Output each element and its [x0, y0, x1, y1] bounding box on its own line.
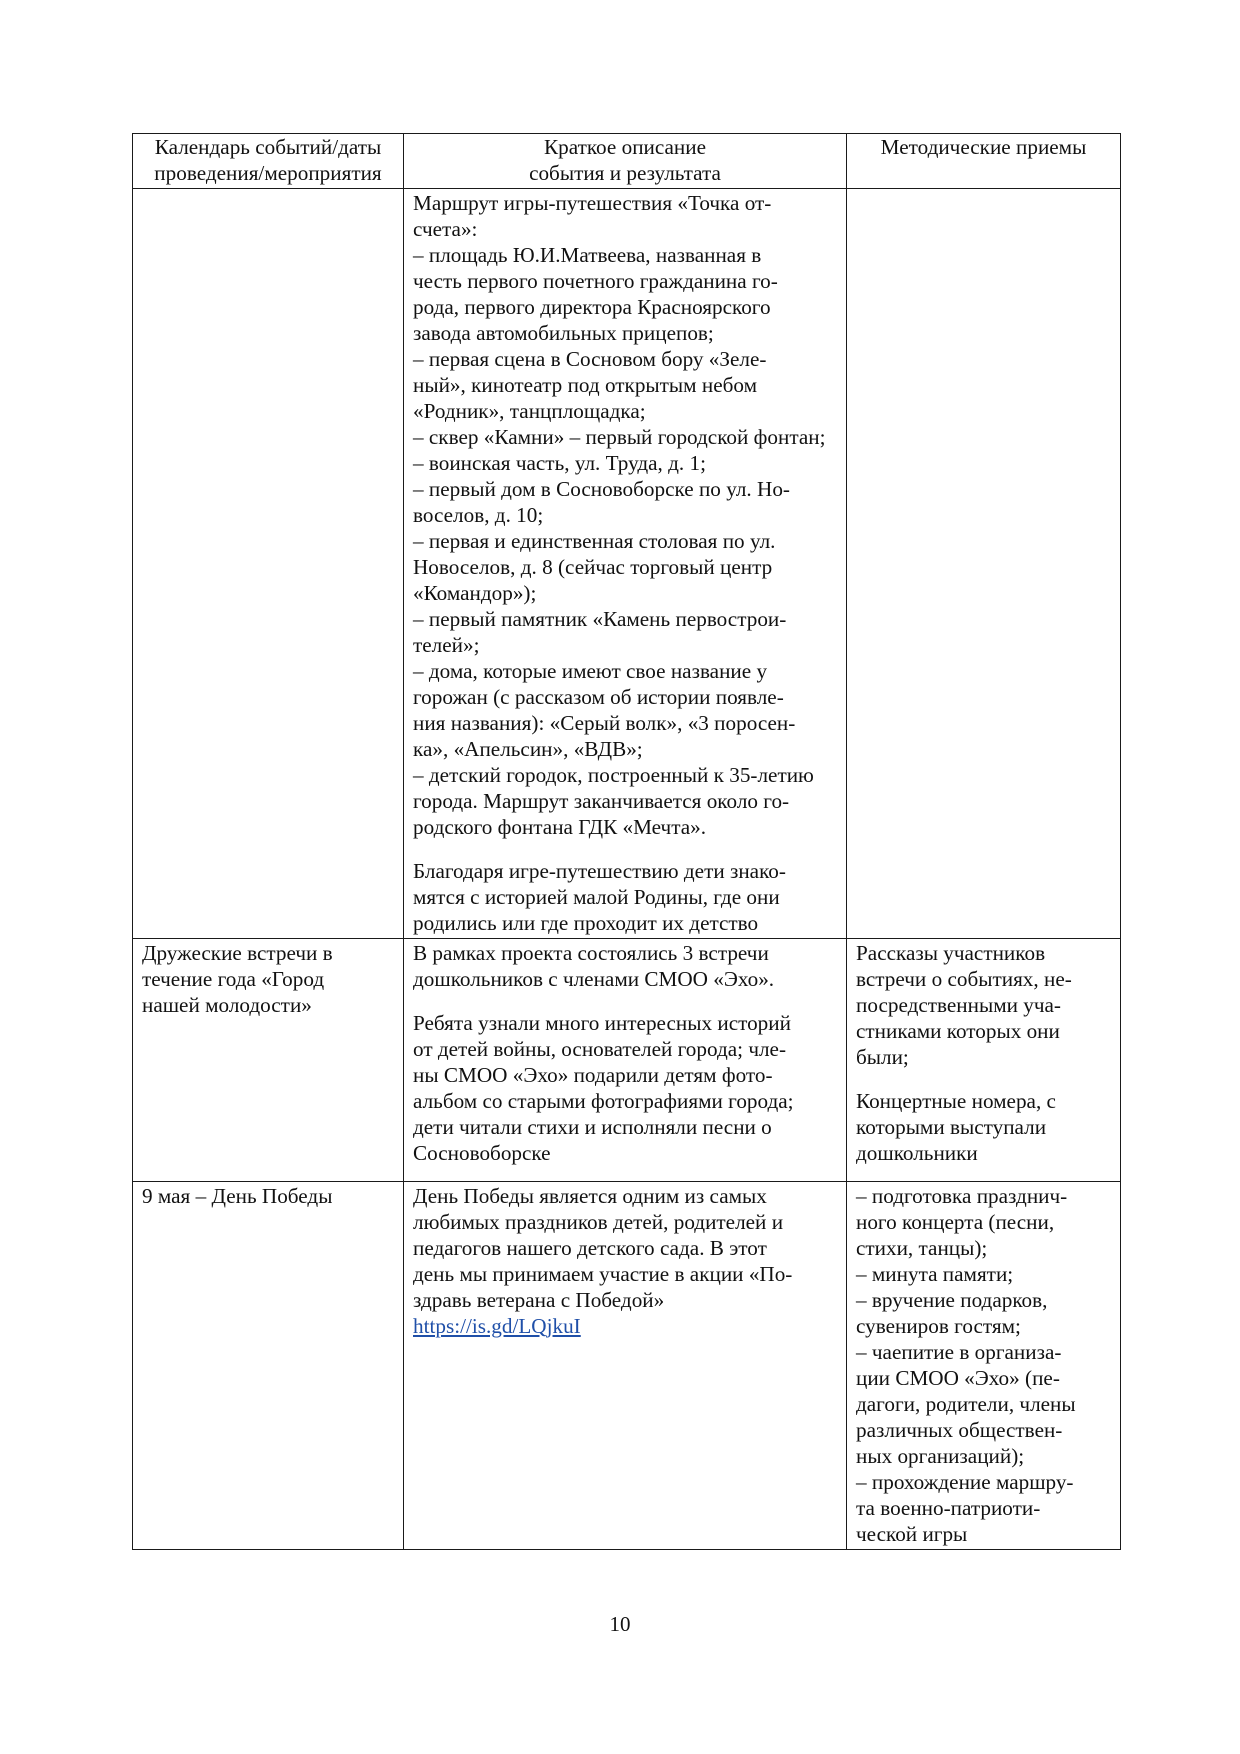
- text-line: Новоселов, д. 8 (сейчас торговый центр: [413, 555, 773, 579]
- header-text-line: Методические приемы: [880, 135, 1087, 159]
- cell-event: [133, 939, 404, 1182]
- text-line: Маршрут игры-путешествия «Точка от-: [413, 191, 772, 215]
- text-line: ного концерта (песни,: [856, 1210, 1055, 1234]
- text-line: которыми выступали: [856, 1115, 1047, 1139]
- text-line: от детей войны, основателей города; чле-: [413, 1037, 787, 1061]
- cell-methods: [847, 939, 1121, 1182]
- text-line: ных организаций);: [856, 1444, 1025, 1468]
- text-line: ческой игры: [856, 1522, 968, 1546]
- cell-paragraph: [413, 190, 837, 840]
- text-line: – подготовка празднич-: [856, 1184, 1068, 1208]
- text-line: Сосновоборске: [413, 1141, 551, 1165]
- text-line: – прохождение маршру-: [856, 1470, 1074, 1494]
- text-line: рода, первого директора Красноярского: [413, 295, 771, 319]
- table-row: [133, 939, 1121, 1182]
- text-line: счета»:: [413, 217, 478, 241]
- text-line: телей»;: [413, 633, 480, 657]
- text-line: день мы принимаем участие в акции «По-: [413, 1262, 793, 1286]
- text-line: Ребята узнали много интересных историй: [413, 1011, 791, 1035]
- cell-event: [133, 1182, 404, 1550]
- text-line: 9 мая – День Победы: [142, 1184, 333, 1208]
- text-line: мятся с историей малой Родины, где они: [413, 885, 780, 909]
- cell-description: [404, 1182, 847, 1550]
- cell-methods: [847, 1182, 1121, 1550]
- page-number: 10: [609, 1612, 631, 1636]
- text-line: Благодаря игре-путешествию дети знако-: [413, 859, 786, 883]
- text-line: стихи, танцы);: [856, 1236, 988, 1260]
- text-line: альбом со старыми фотографиями города;: [413, 1089, 794, 1113]
- text-line: нашей молодости»: [142, 993, 312, 1017]
- description-paragraphs: [413, 1183, 837, 1313]
- table-header-row: [133, 134, 1121, 189]
- cell-methods: [847, 189, 1121, 939]
- header-text-line: Краткое описание: [543, 135, 707, 159]
- cell-paragraph: [856, 1183, 1111, 1547]
- cell-paragraph: [856, 1088, 1111, 1166]
- header-methods: [847, 134, 1121, 189]
- text-line: сувениров гостям;: [856, 1314, 1021, 1338]
- text-line: дошкольники: [856, 1141, 978, 1165]
- text-line: «Командор»);: [413, 581, 537, 605]
- text-line: – вручение подарков,: [856, 1288, 1048, 1312]
- text-line: – первый памятник «Камень первострои-: [413, 607, 787, 631]
- text-line: – минута памяти;: [856, 1262, 1014, 1286]
- text-line: Концертные номера, с: [856, 1089, 1056, 1113]
- table-row: [133, 1182, 1121, 1550]
- text-line: «Родник», танцплощадка;: [413, 399, 646, 423]
- table-row: [133, 189, 1121, 939]
- text-line: – детский городок, построенный к 35-летию: [413, 763, 814, 787]
- text-line: воселов, д. 10;: [413, 503, 544, 527]
- cell-paragraph: [413, 1183, 837, 1313]
- text-line: встречи о событиях, не-: [856, 967, 1072, 991]
- text-line: дошкольников с членами СМОО «Эхо».: [413, 967, 775, 991]
- cell-paragraph: [413, 1010, 837, 1166]
- text-line: – первая и единственная столовая по ул.: [413, 529, 776, 553]
- text-line: стниками которых они: [856, 1019, 1060, 1043]
- text-line: ции СМОО «Эхо» (пе-: [856, 1366, 1060, 1390]
- text-line: ны СМОО «Эхо» подарили детям фото-: [413, 1063, 773, 1087]
- cell-paragraph: [856, 940, 1111, 1070]
- cell-event: [133, 189, 404, 939]
- text-line: родились или где проходит их детство: [413, 911, 759, 935]
- cell-description: [404, 189, 847, 939]
- header-description: [404, 134, 847, 189]
- text-line: родского фонтана ГДК «Мечта».: [413, 815, 707, 839]
- text-line: любимых праздников детей, родителей и: [413, 1210, 784, 1234]
- text-line: дети читали стихи и исполняли песни о: [413, 1115, 772, 1139]
- header-text-line: события и результата: [529, 161, 721, 185]
- text-line: – первый дом в Сосновоборске по ул. Но-: [413, 477, 790, 501]
- text-line: ный», кинотеатр под открытым небом: [413, 373, 757, 397]
- text-line: посредственными уча-: [856, 993, 1061, 1017]
- cell-paragraph: [142, 1183, 394, 1209]
- text-line: – площадь Ю.И.Матвеева, названная в: [413, 243, 762, 267]
- events-table: [132, 133, 1121, 1550]
- text-line: завода автомобильных прицепов;: [413, 321, 714, 345]
- text-line: – воинская часть, ул. Труда, д. 1;: [413, 451, 706, 475]
- cell-paragraph: [413, 940, 837, 992]
- cell-paragraph: [142, 940, 394, 1018]
- text-line: – чаепитие в организа-: [856, 1340, 1062, 1364]
- text-line: Рассказы участников: [856, 941, 1046, 965]
- header-text-line: Календарь событий/даты: [154, 135, 382, 159]
- text-line: течение года «Город: [142, 967, 325, 991]
- cell-paragraph: [413, 858, 837, 936]
- text-line: День Победы является одним из самых: [413, 1184, 767, 1208]
- cell-description: [404, 939, 847, 1182]
- text-line: здравь ветерана с Победой»: [413, 1288, 665, 1312]
- text-line: честь первого почетного гражданина го-: [413, 269, 778, 293]
- header-calendar: [133, 134, 404, 189]
- text-line: – сквер «Камни» – первый городской фонтан;: [413, 425, 826, 449]
- header-text-line: проведения/мероприятия: [154, 161, 382, 185]
- text-line: Дружеские встречи в: [142, 941, 333, 965]
- text-line: ния названия): «Серый волк», «3 поросен-: [413, 711, 796, 735]
- text-line: города. Маршрут заканчивается около го-: [413, 789, 790, 813]
- text-line: – первая сцена в Сосновом бору «Зеле-: [413, 347, 767, 371]
- text-line: В рамках проекта состоялись 3 встречи: [413, 941, 769, 965]
- text-line: горожан (с рассказом об истории появле-: [413, 685, 784, 709]
- text-line: педагогов нашего детского сада. В этот: [413, 1236, 767, 1260]
- text-line: различных обществен-: [856, 1418, 1063, 1442]
- text-line: та военно-патриоти-: [856, 1496, 1041, 1520]
- victory-day-link[interactable]: https://is.gd/LQjkuI: [413, 1314, 581, 1338]
- text-line: дагоги, родители, члены: [856, 1392, 1076, 1416]
- text-line: были;: [856, 1045, 909, 1069]
- text-line: – дома, которые имеют свое название у: [413, 659, 768, 683]
- text-line: ка», «Апельсин», «ВДВ»;: [413, 737, 643, 761]
